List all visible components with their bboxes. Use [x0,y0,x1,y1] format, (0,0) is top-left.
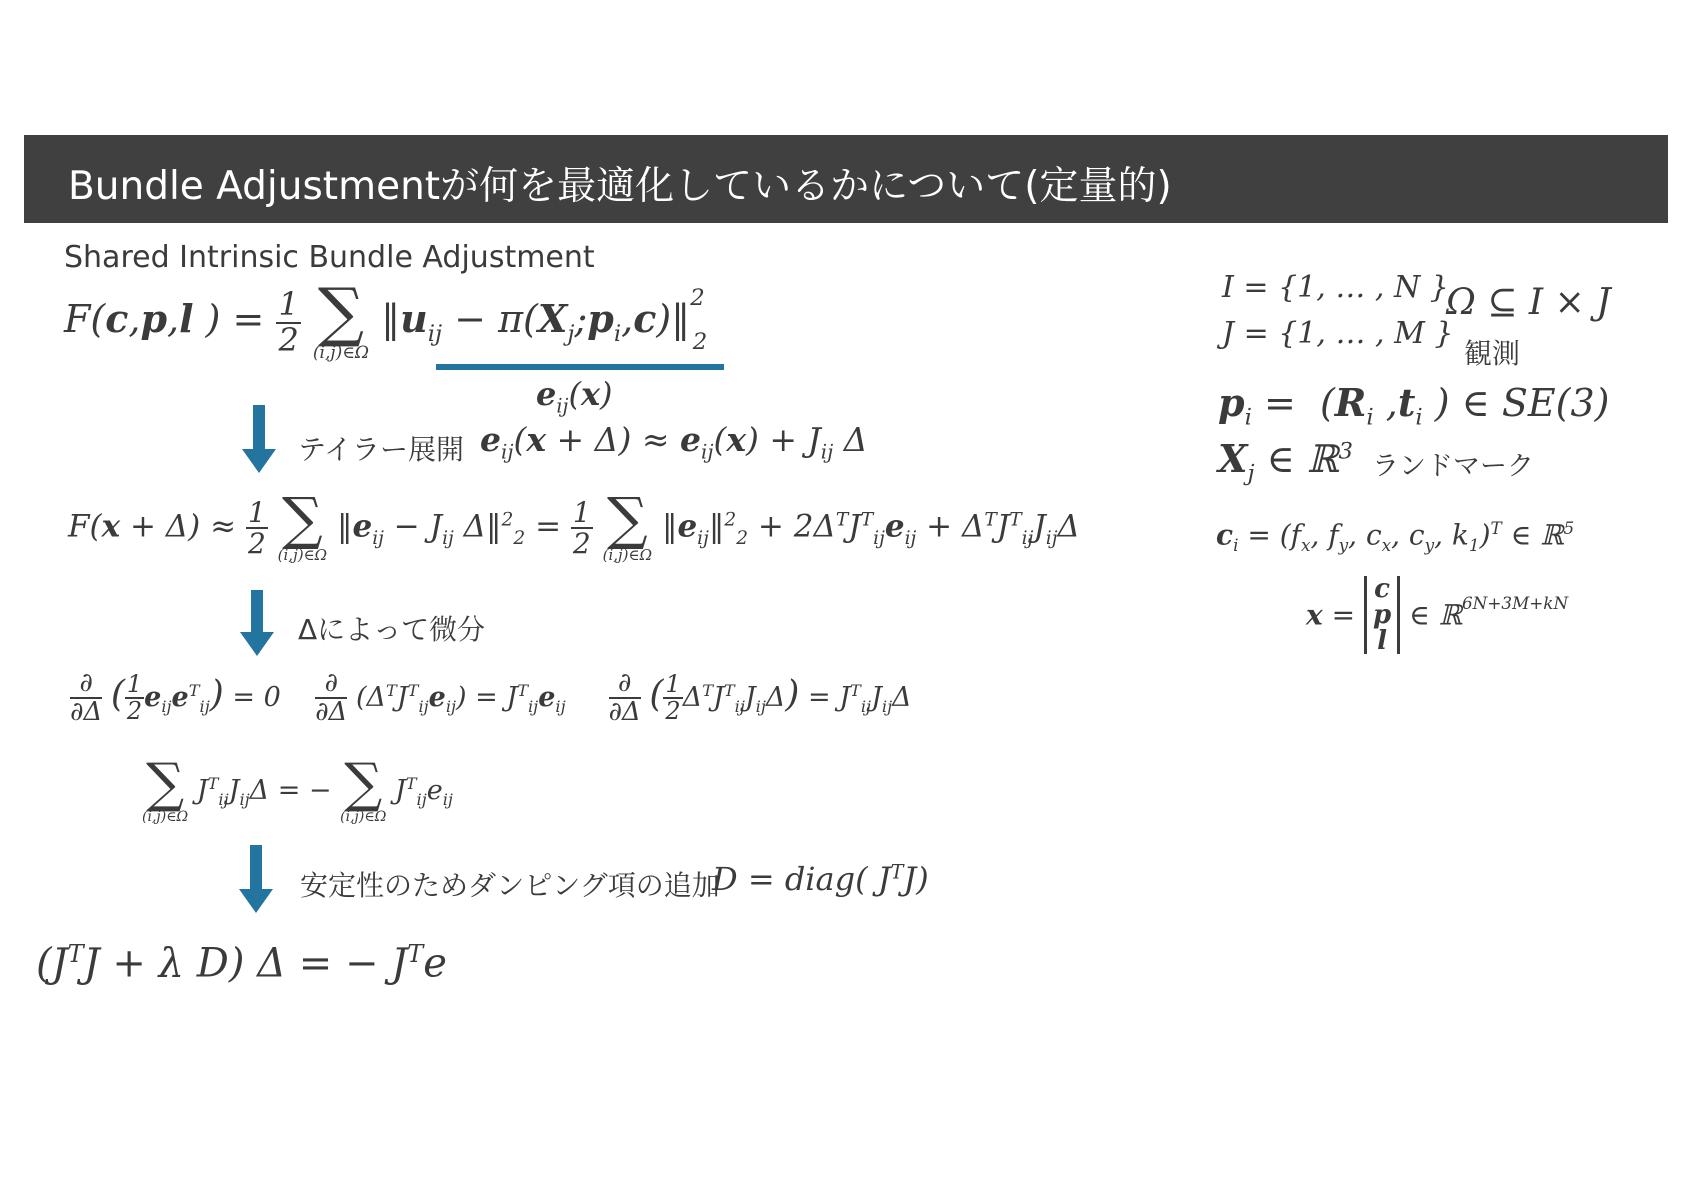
slide-subtitle: Shared Intrinsic Bundle Adjustment [64,240,595,275]
observation-label: 観測 [1464,337,1521,370]
observation-set: Ω ⊆ I × J [1446,282,1611,323]
damping-label: 安定性のためダンピング項の追加 [300,869,720,902]
landmark-label: ランドマーク [1372,451,1534,482]
error-term-underline [436,364,724,370]
error-term-label: $e_{ij}(x)$ [536,375,613,418]
derivative-equations: $\frac{\partial}{\partial\Delta}$ ( $\frac{1}{2}$ $e_{ij}e^T_{ij}) = 0$ $\frac{\partial}{\partial\Delta}$ $(\Delta^TJ^T_{ij}e_{ij}) = J^T_{ij}e_{ij}$ $\frac{\partial}{\partial\Delta}$ ( $\frac{1}{2}$ $\Delta^TJ^T_{ij}J_{ij}\Delta) = J^T_{ij}J_{ij}\Delta$ [70,668,912,728]
intrinsics-definition: $c_i = (f_x$, $f_y$, $c_x$, $c_y$, $k_1)^T$ ∈ ℝ$^5$ [1216,518,1575,555]
down-arrow-icon [239,845,273,913]
objective-equation: F(c,p,l ) = $\frac{1}{2}$ ∑ (i,j)∈Ω $‖u_{ij}$ − $\pi(X_j;p_i,c)‖^2_2$ [64,275,708,364]
differentiate-label: Δによって微分 [298,613,486,646]
page-title: Bundle Adjustmentが何を最適化しているかについて(定量的) [68,164,1172,209]
approx-objective-equation: F(x + Δ) ≈ $\frac{1}{2}$ ∑ (i,j)∈Ω $‖e_{ij} - J_{ij}$ Δ‖$^2_2$ = $\frac{1}{2}$ ∑ (i,j)∈Ω $‖e_{ij}‖^2_2 + 2\Delta^TJ^T_{ij}e_{ij} + \Delta^TJ^T_{ij}J_{ij}\Delta$ [68,486,1080,565]
damping-equation: D = diag( $J^TJ$) [712,860,929,898]
taylor-expansion-label: テイラー展開 [298,433,465,466]
down-arrow-icon [242,405,276,473]
normal-equation: ∑ (i,j)∈Ω $J^T_{ij}J_{ij}\Delta$ = − ∑ (i,j)∈Ω $J^T_{ij}e_{ij}$ [142,752,453,825]
index-set-i: I = {1, … , N } [1222,270,1449,305]
down-arrow-icon [240,590,274,656]
pose-definition: $p_i = (R_i$ $,t_i$ ) ∈ SE(3) [1218,380,1610,431]
landmark-definition: $X_j$ ∈ ℝ$^3$ [1218,436,1353,487]
taylor-expansion-equation: $e_{ij}(x + \Delta) \approx e_{ij}(x) + J_{ij}$ Δ [480,420,868,464]
final-equation: ($J^TJ + \lambda$ D) Δ = − $J^Te$ [36,940,447,987]
index-set-j: J = {1, … , M } [1222,316,1454,351]
title-bar [24,135,1668,223]
state-vector-definition: x = c p l ∈ ℝ$^{6N+3M+kN}$ [1306,574,1569,656]
